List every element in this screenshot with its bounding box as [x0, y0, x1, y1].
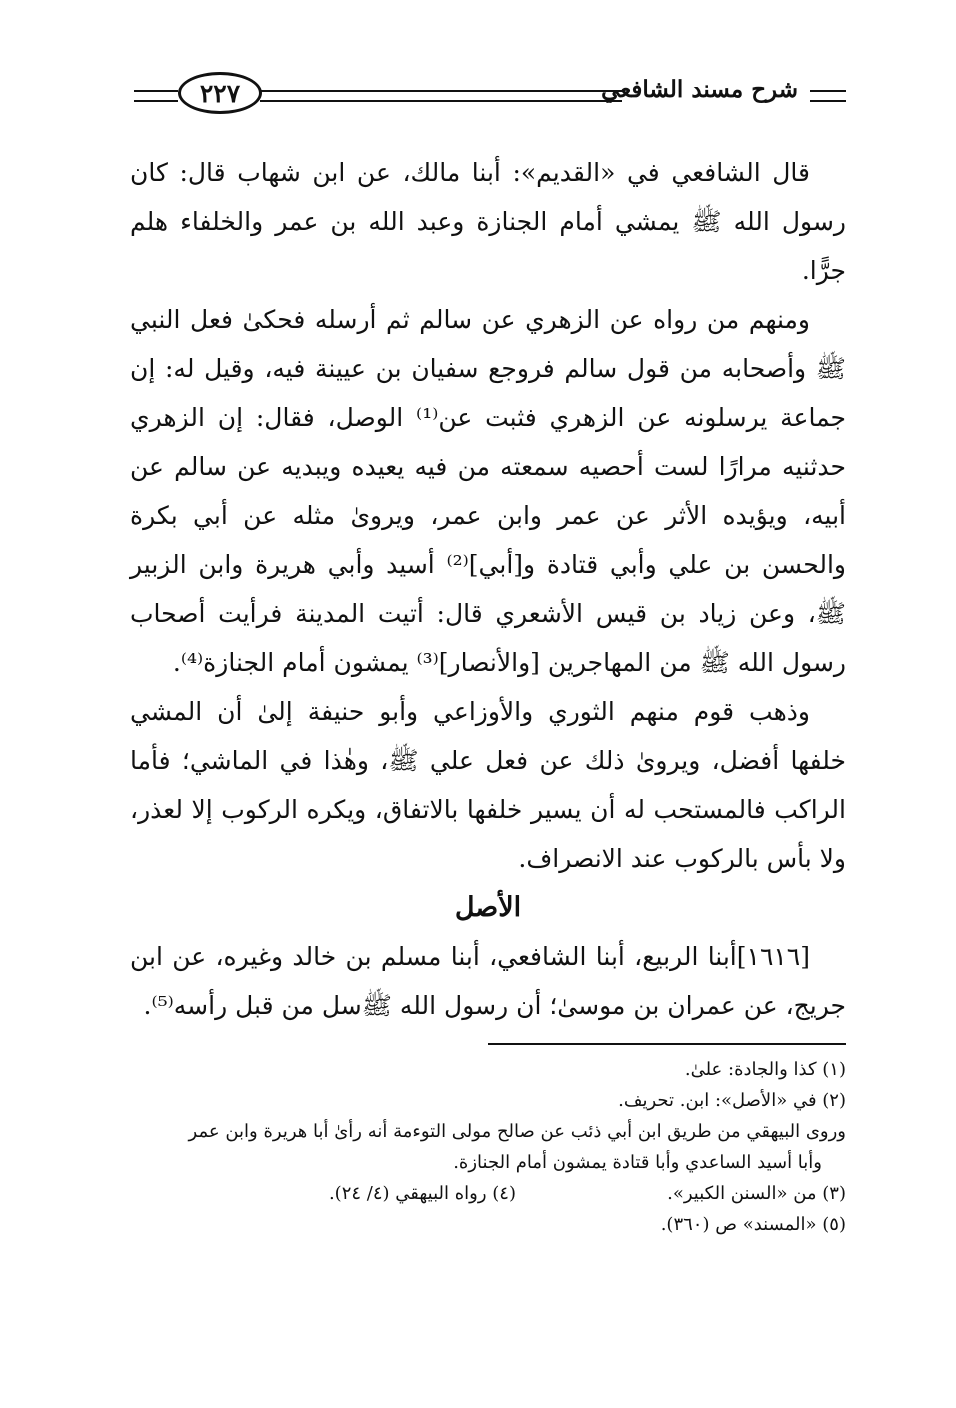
footnote-2-continuation-line-2: وأبا أسيد الساعدي وأبا قتادة يمشون أمام الجنازة.: [453, 1152, 822, 1173]
footnote-5: (٥) «المسند» ص (٣٦٠).: [660, 1214, 846, 1235]
header-rule-right: [810, 90, 846, 102]
footnote-separator: [488, 1043, 846, 1045]
footnote-4: (٤) رواه البيهقي (٤/ ٢٤).: [328, 1183, 516, 1204]
page-header: [130, 66, 846, 122]
page-number: ٢٢٧: [178, 72, 262, 114]
running-title: شرح مسند الشافعي: [601, 76, 798, 103]
header-rule-middle: [260, 90, 622, 102]
footnotes-3-4-row: [130, 1178, 846, 1209]
paragraph-3: وذهب قوم منهم الثوري والأوزاعي وأبو حنيفة إلىٰ أن المشي خلفها أفضل، ويروىٰ ذلك عن فعل علي ﷺ، وهٰذا في الماشي؛ فأما الراكب فالمستحب له أن يسير خلفها بالاتفاق، ويكره الركوب إلا لعذر، ولا بأس بالركوب عند الانصراف.: [130, 697, 846, 873]
footnote-3: (٣) من «السنن الكبير».: [667, 1183, 846, 1204]
paragraph-1: قال الشافعي في «القديم»: أبنا مالك، عن ابن شهاب قال: كان رسول الله ﷺ يمشي أمام الجنازة وعبد الله بن عمر والخلفاء هلم جرًّا.: [130, 158, 846, 285]
footnote-1: (١) كذا والجادة: علىٰ.: [684, 1059, 846, 1080]
footnote-2: (٢) في «الأصل»: ابن. تحريف.: [618, 1090, 846, 1111]
header-rule-left: [134, 90, 178, 102]
hadith-text: [١٦١٦]أبنا الربيع، أبنا الشافعي، أبنا مسلم بن خالد وغيره، عن ابن جريج، عن عمران بن موسىٰ؛ أن رسول الله ﷺسل من قبل رأسه⁽⁵⁾.: [130, 942, 846, 1020]
section-heading: الأصل: [454, 892, 522, 923]
paragraph-2: ومنهم من رواه عن الزهري عن سالم ثم أرسله فحكىٰ فعل النبي ﷺ وأصحابه من قول سالم فروجع سفيان بن عيينة فيه، وقيل له: إن جماعة يرسلونه عن الزهري فثبت عن⁽¹⁾ الوصل، فقال: إن الزهري حدثنيه مرارًا لست أحصيه سمعته من فيه يعيده ويبديه عن سالم عن أبيه، ويؤيده الأثر عن عمر وابن عمر، ويروىٰ مثله عن أبي بكرة والحسن بن علي وأبي قتادة و[أبي]⁽²⁾ أسيد وأبي هريرة وابن الزبير ﷺ، وعن زياد بن قيس الأشعري قال: أتيت المدينة فرأيت أصحاب رسول الله ﷺ من المهاجرين [والأنصار]⁽³⁾ يمشون أمام الجنازة⁽⁴⁾.: [130, 305, 846, 677]
footnotes: [130, 1054, 846, 1240]
main-text: [130, 148, 846, 1030]
footnote-2-continuation: وروى البيهقي من طريق ابن أبي ذئب عن صالح مولى التوءمة أنه رأىٰ أبا هريرة وابن عمر: [188, 1121, 846, 1142]
